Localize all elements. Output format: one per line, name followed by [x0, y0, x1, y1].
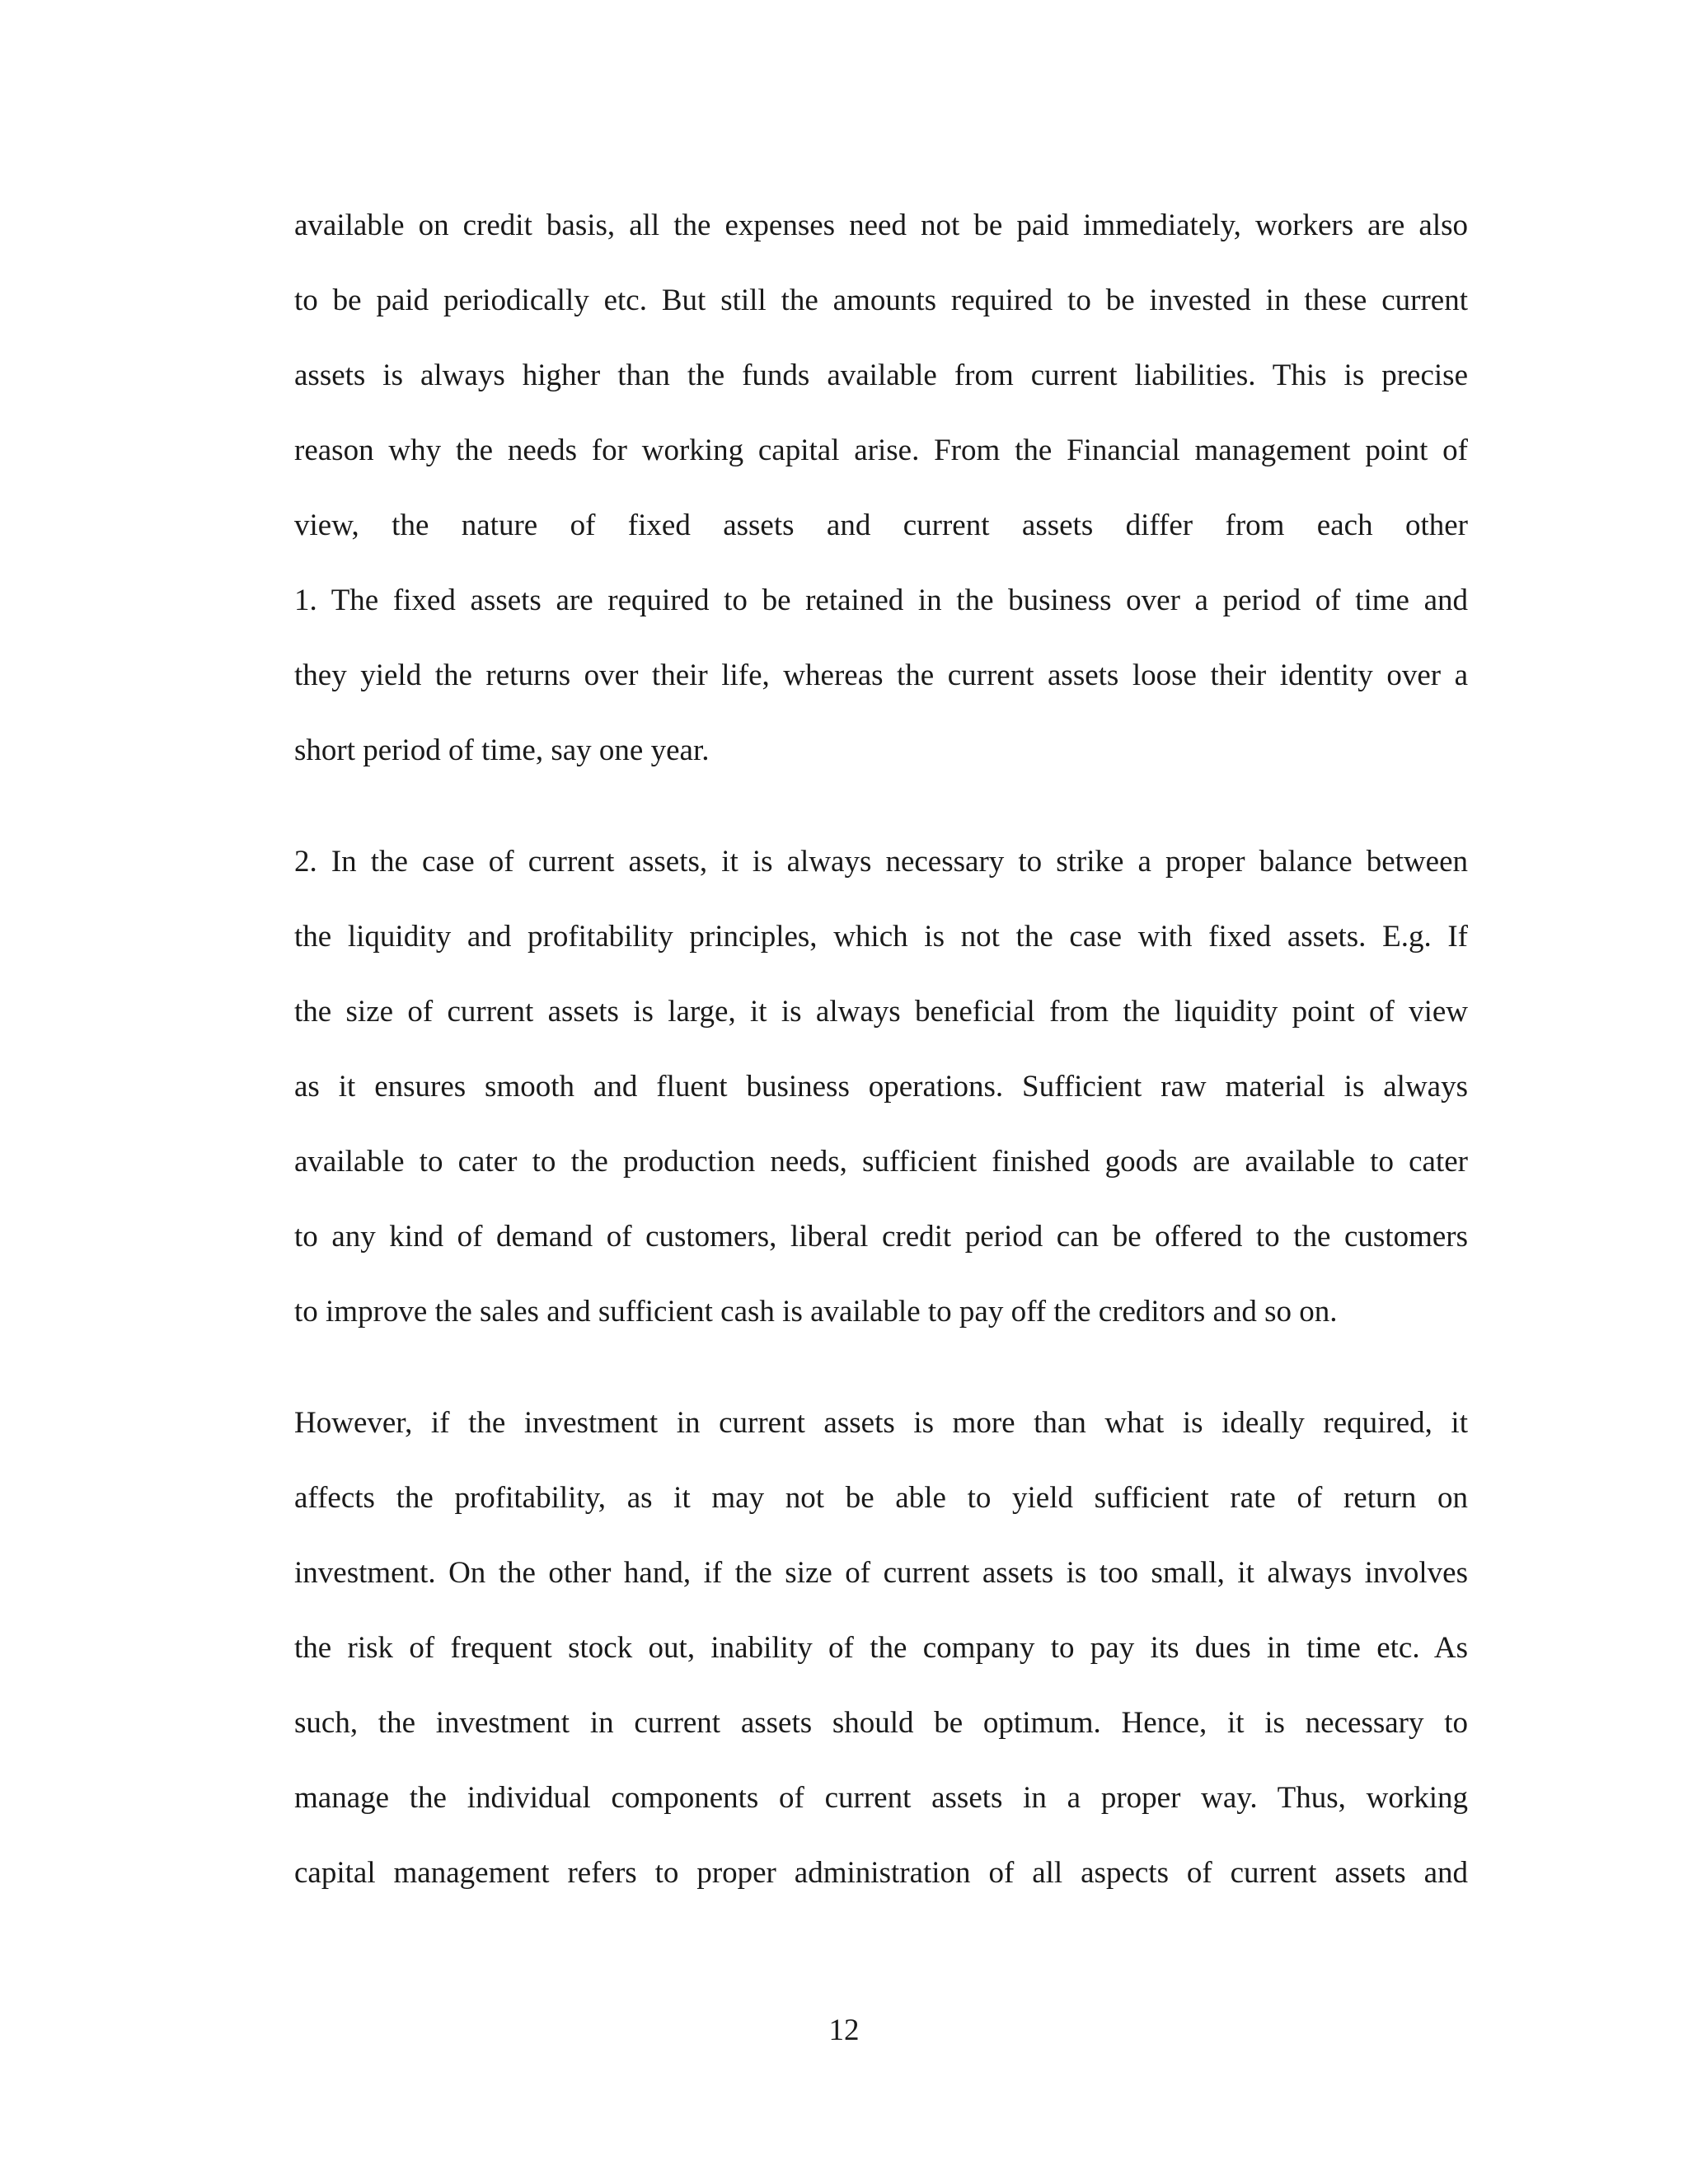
text-line: 2. In the case of current assets, it is always necessary to strike a proper balance between — [294, 845, 1468, 879]
text-line: the risk of frequent stock out, inability of the company to pay its dues in time etc. As — [294, 1631, 1468, 1665]
text-line: However, if the investment in current assets is more than what is ideally required, it — [294, 1406, 1468, 1440]
text-line: to improve the sales and sufficient cash is available to pay off the creditors and so on. — [294, 1295, 1338, 1329]
text-line: manage the individual components of current assets in a proper way. Thus, working — [294, 1781, 1468, 1815]
text-line: available on credit basis, all the expenses need not be paid immediately, workers are also — [294, 209, 1468, 242]
text-line: such, the investment in current assets should be optimum. Hence, it is necessary to — [294, 1706, 1468, 1740]
text-line: 1. The fixed assets are required to be retained in the business over a period of time and — [294, 583, 1468, 617]
text-line: capital management refers to proper administration of all aspects of current assets and — [294, 1856, 1468, 1890]
paragraph-spacer — [294, 788, 1468, 824]
text-line: available to cater to the production needs, sufficient finished goods are available to cater — [294, 1145, 1468, 1179]
text-line: to any kind of demand of customers, liberal credit period can be offered to the customers — [294, 1220, 1468, 1254]
text-line: they yield the returns over their life, whereas the current assets loose their identity over a — [294, 658, 1468, 692]
text-line: the liquidity and profitability principles, which is not the case with fixed assets. E.g. If — [294, 920, 1468, 954]
text-line: the size of current assets is large, it is always beneficial from the liquidity point of view — [294, 995, 1468, 1029]
paragraph-2 — [294, 824, 1468, 1349]
page-number: 12 — [828, 2013, 860, 2047]
text-line: assets is always higher than the funds available from current liabilities. This is precise — [294, 359, 1468, 392]
text-line: as it ensures smooth and fluent business operations. Sufficient raw material is always — [294, 1070, 1468, 1104]
paragraph-3 — [294, 1385, 1468, 1910]
text-line: to be paid periodically etc. But still the amounts required to be invested in these current — [294, 284, 1468, 317]
page-body — [294, 188, 1468, 1910]
text-line: short period of time, say one year. — [294, 733, 710, 767]
text-line: reason why the needs for working capital arise. From the Financial management point of — [294, 434, 1468, 467]
paragraph-1 — [294, 188, 1468, 788]
paragraph-spacer — [294, 1349, 1468, 1385]
text-line: affects the profitability, as it may not be able to yield sufficient rate of return on — [294, 1481, 1468, 1515]
text-line: investment. On the other hand, if the size of current assets is too small, it always involves — [294, 1556, 1468, 1590]
text-line: view, the nature of fixed assets and current assets differ from each other — [294, 509, 1468, 542]
